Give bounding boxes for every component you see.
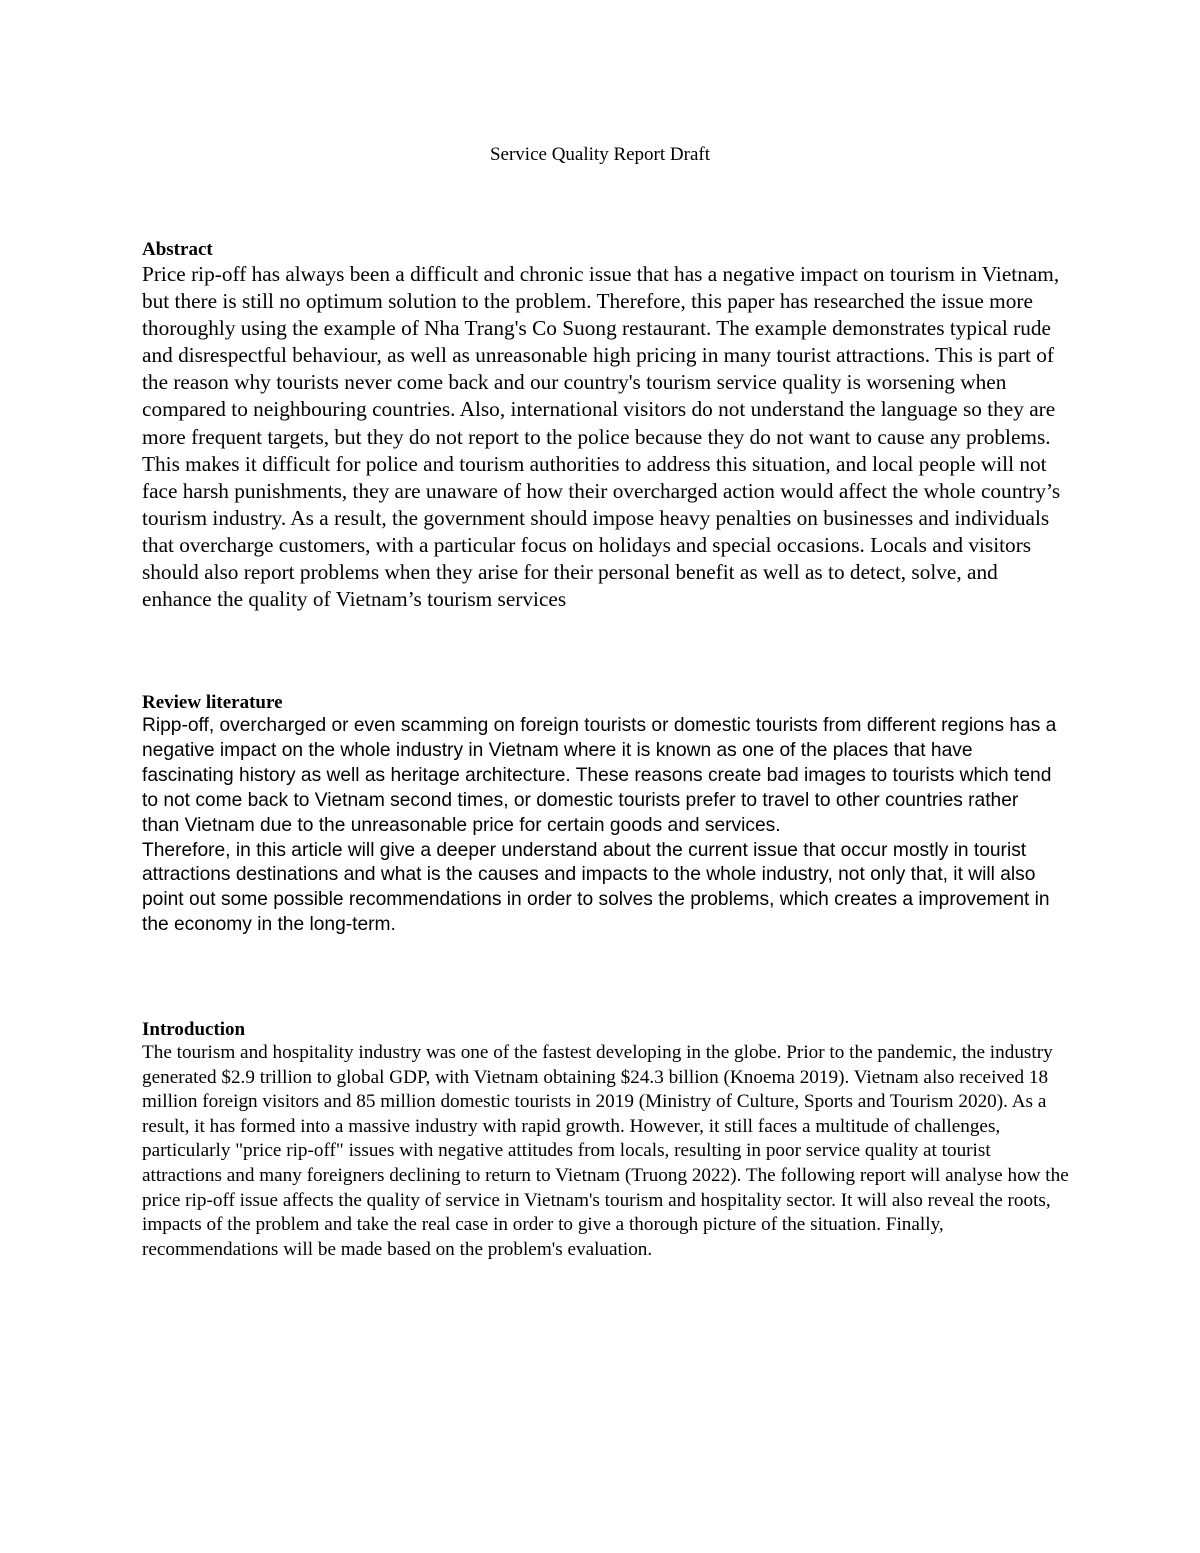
introduction-heading: Introduction — [142, 1019, 246, 1040]
document-title: Service Quality Report Draft — [489, 144, 710, 165]
abstract-body: Price rip-off has always been a difficult and chronic issue that has a negative impact on tourism in Vietnam, but there is still no optimum solution to the problem. Therefore, this paper has researched the issue more thoroughly using the example of Nha Trang's Co Suong restaurant. The example demonstrates typical rude and disrespectful behaviour, as well as unreasonable high pricing in many tourist attractions. This is part of the reason why tourists never come back and our country's tourism service quality is worsening when compared to neighbouring countries. Also, international visitors do not understand the language so they are more frequent targets, but they do not report to the police because they do not want to cause any problems. This makes it difficult for police and tourism authorities to address this situation, and local people will not face harsh punishments, they are unaware of how their overcharged action would affect the whole country’s tourism industry. As a result, the government should impose heavy penalties on businesses and individuals that overcharge customers, with a particular focus on holidays and special occasions. Locals and visitors should also report problems when they arise for their personal benefit as well as to detect, solve, and enhance the quality of Vietnam’s tourism services — [142, 262, 1061, 612]
introduction-body: The tourism and hospitality industry was one of the fastest developing in the globe. Prior to the pandemic, the industry generated $2.9 trillion to global GDP, with Vietnam obtaining $24.3 billion (Knoema 2019). Vietnam also received 18 million foreign visitors and 85 million domestic tourists in 2019 (Ministry of Culture, Sports and Tourism 2020). As a result, it has formed into a massive industry with rapid growth. However, it still faces a multitude of challenges, particularly "price rip-off" issues with negative attitudes from locals, resulting in poor service quality at tourist attractions and many foreigners declining to return to Vietnam (Truong 2022). The following report will analyse how the price rip-off issue affects the quality of service in Vietnam's tourism and hospitality sector. It will also reveal the roots, impacts of the problem and take the real case in order to give a thorough picture of the situation. Finally, recommendations will be made based on the problem's evaluation. — [142, 1042, 1069, 1260]
review-literature-paragraph-1: Ripp-off, overcharged or even scamming on foreign tourists or domestic tourists from different regions has a negative impact on the whole industry in Vietnam where it is known as one of the places that have fascinating history as well as heritage architecture. These reasons create bad images to tourists which tend to not come back to Vietnam second times, or domestic tourists prefer to travel to other countries rather than Vietnam due to the unreasonable price for certain goods and services. — [142, 715, 1057, 836]
abstract-heading: Abstract — [142, 239, 213, 260]
abstract-section — [142, 239, 1072, 613]
review-literature-paragraph-2: Therefore, in this article will give a deeper understand about the current issue that occur mostly in tourist attractions destinations and what is the causes and impacts to the whole industry, not only that, it will also point out some possible recommendations in order to solves the problems, which creates a improvement in the economy in the long-term. — [142, 839, 1050, 936]
introduction-section — [142, 1019, 1072, 1262]
review-literature-section — [142, 692, 1072, 938]
review-literature-heading: Review literature — [142, 692, 283, 713]
